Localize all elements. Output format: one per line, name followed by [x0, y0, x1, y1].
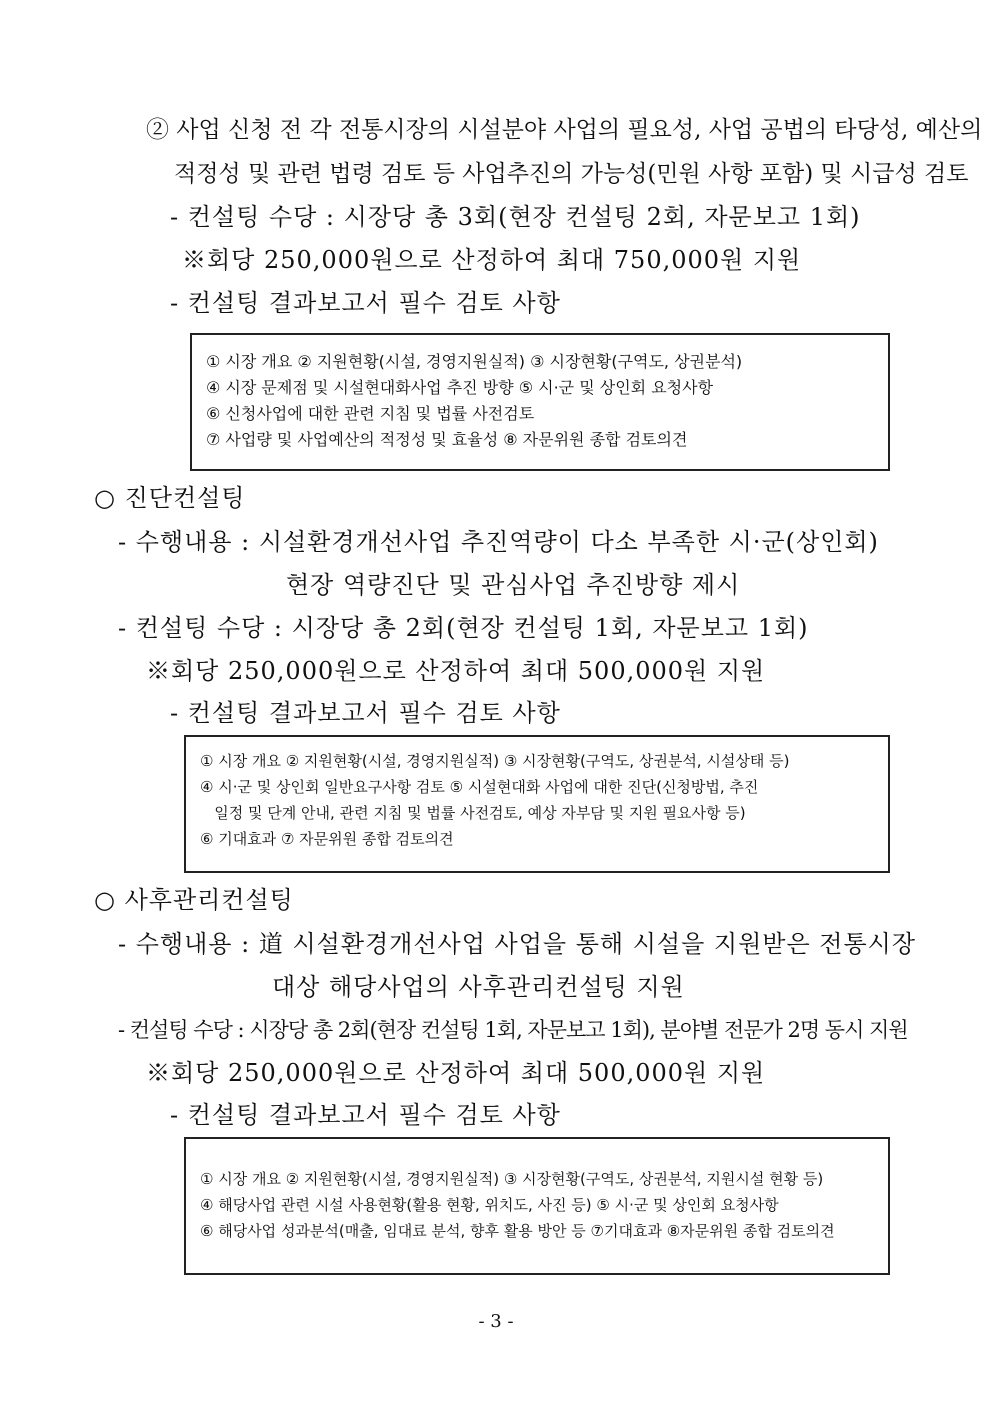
aftercare-box-line-3: ⑥ 해당사업 성과분석(매출, 임대료 분석, 향후 활용 방안 등 ⑦기대효과 ⑧자문위원 종합 검토의견	[200, 1222, 835, 1240]
diagnosis-box-line-3: 일정 및 단계 안내, 관련 지침 및 법률 사전검토, 예상 자부담 및 지원 필요사항 등)	[200, 804, 746, 822]
diagnosis-title: ○ 진단컨설팅	[94, 484, 246, 512]
intro-review-box	[190, 333, 890, 471]
diagnosis-review-box	[184, 735, 890, 873]
intro-fee-line: - 컨설팅 수당 : 시장당 총 3회(현장 컨설팅 2회, 자문보고 1회)	[170, 203, 861, 231]
aftercare-content-line1: - 수행내용 : 道 시설환경개선사업 사업을 통해 시설을 지원받은 전통시장	[118, 930, 917, 958]
aftercare-box-line-2: ④ 해당사업 관련 시설 사용현황(활용 현황, 위치도, 사진 등) ⑤ 시·군 및 상인회 요청사항	[200, 1196, 779, 1214]
item2-line1: ② 사업 신청 전 각 전통시장의 시설분야 사업의 필요성, 사업 공법의 타당성, 예산의	[146, 117, 983, 143]
item2-line2: 적정성 및 관련 법령 검토 등 사업추진의 가능성(민원 사항 포함) 및 시급성 검토	[174, 161, 969, 187]
diagnosis-fee-line: - 컨설팅 수당 : 시장당 총 2회(현장 컨설팅 1회, 자문보고 1회)	[118, 614, 809, 642]
diagnosis-box-line-4: ⑥ 기대효과 ⑦ 자문위원 종합 검토의견	[200, 830, 454, 848]
aftercare-review-box	[184, 1137, 890, 1275]
diagnosis-content-line2: 현장 역량진단 및 관심사업 추진방향 제시	[286, 571, 741, 599]
diagnosis-fee-note: ※회당 250,000원으로 산정하여 최대 500,000원 지원	[146, 657, 766, 685]
intro-report-heading: - 컨설팅 결과보고서 필수 검토 사항	[170, 289, 561, 317]
diagnosis-box-line-1: ① 시장 개요 ② 지원현황(시설, 경영지원실적) ③ 시장현황(구역도, 상권분석, 시설상태 등)	[200, 752, 790, 770]
intro-box-line-2: ④ 시장 문제점 및 시설현대화사업 추진 방향 ⑤ 시·군 및 상인회 요청사항	[206, 378, 714, 397]
aftercare-box-line-1: ① 시장 개요 ② 지원현황(시설, 경영지원실적) ③ 시장현황(구역도, 상권분석, 지원시설 현황 등)	[200, 1170, 824, 1188]
intro-box-line-1: ① 시장 개요 ② 지원현황(시설, 경영지원실적) ③ 시장현황(구역도, 상권분석)	[206, 352, 743, 371]
aftercare-fee-line: - 컨설팅 수당 : 시장당 총 2회(현장 컨설팅 1회, 자문보고 1회), 분야별 전문가 2명 동시 지원	[118, 1018, 908, 1042]
aftercare-title: ○ 사후관리컨설팅	[94, 886, 294, 914]
aftercare-fee-note: ※회당 250,000원으로 산정하여 최대 500,000원 지원	[146, 1059, 766, 1087]
page-number: - 3 -	[478, 1311, 514, 1332]
intro-fee-note: ※회당 250,000원으로 산정하여 최대 750,000원 지원	[182, 246, 802, 274]
diagnosis-content-line1: - 수행내용 : 시설환경개선사업 추진역량이 다소 부족한 시·군(상인회)	[118, 528, 879, 556]
diagnosis-box-line-2: ④ 시·군 및 상인회 일반요구사항 검토 ⑤ 시설현대화 사업에 대한 진단(신청방법, 추진	[200, 778, 759, 796]
aftercare-report-heading: - 컨설팅 결과보고서 필수 검토 사항	[170, 1101, 561, 1129]
aftercare-content-line2: 대상 해당사업의 사후관리컨설팅 지원	[272, 973, 685, 1001]
diagnosis-report-heading: - 컨설팅 결과보고서 필수 검토 사항	[170, 699, 561, 727]
intro-box-line-3: ⑥ 신청사업에 대한 관련 지침 및 법률 사전검토	[206, 404, 535, 423]
intro-box-line-4: ⑦ 사업량 및 사업예산의 적정성 및 효율성 ⑧ 자문위원 종합 검토의견	[206, 430, 688, 449]
